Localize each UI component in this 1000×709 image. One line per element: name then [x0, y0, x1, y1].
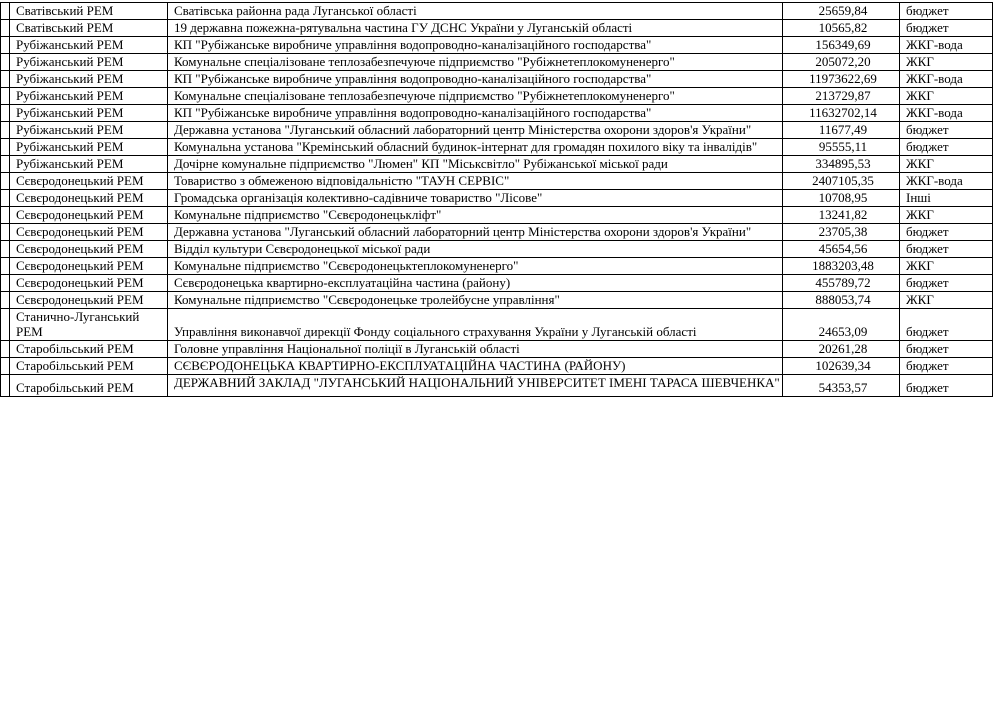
amount-cell: 455789,72	[783, 275, 900, 292]
amount-cell: 95555,11	[783, 139, 900, 156]
category-cell: бюджет	[900, 139, 993, 156]
amount-cell: 334895,53	[783, 156, 900, 173]
table-row	[1, 190, 993, 207]
edge-cell	[1, 105, 10, 122]
org-cell: Комунальне підприємство "Сєвєродонецьктеплокомуненерго"	[168, 258, 783, 275]
category-cell: ЖКГ	[900, 88, 993, 105]
org-cell: 19 державна пожежна-рятувальна частина ГУ ДСНС України у Луганській області	[168, 20, 783, 37]
amount-cell: 24653,09	[783, 309, 900, 341]
org-cell: Сєвєродонецька квартирно-експлуатаційна частина (району)	[168, 275, 783, 292]
org-cell: Управління виконавчої дирекції Фонду соціального страхування України у Луганській області	[168, 309, 783, 341]
category-cell: бюджет	[900, 358, 993, 375]
org-cell: СЄВЄРОДОНЕЦЬКА КВАРТИРНО-ЕКСПЛУАТАЦІЙНА ЧАСТИНА (РАЙОНУ)	[168, 358, 783, 375]
amount-cell: 888053,74	[783, 292, 900, 309]
org-cell: Державна установа "Луганський обласний лабораторний центр Міністерства охорони здоров'я України"	[168, 122, 783, 139]
org-cell: Головне управління Національної поліції в Луганській області	[168, 341, 783, 358]
org-cell: Відділ культури Сєвєродонецької міської ради	[168, 241, 783, 258]
rem-cell: Рубіжанський РЕМ	[10, 88, 168, 105]
org-cell: КП "Рубіжанське виробниче управління водопроводно-каналізаційного господарства"	[168, 71, 783, 88]
rem-cell: Сєвєродонецький РЕМ	[10, 173, 168, 190]
edge-cell	[1, 241, 10, 258]
edge-cell	[1, 88, 10, 105]
table-row	[1, 139, 993, 156]
table-row	[1, 105, 993, 122]
category-cell: бюджет	[900, 241, 993, 258]
org-cell: КП "Рубіжанське виробниче управління водопроводно-каналізаційного господарства"	[168, 37, 783, 54]
org-cell: Громадська організація колективно-садівниче товариство "Лісове"	[168, 190, 783, 207]
amount-cell: 11973622,69	[783, 71, 900, 88]
table-row	[1, 37, 993, 54]
edge-cell	[1, 292, 10, 309]
rem-cell: Рубіжанський РЕМ	[10, 105, 168, 122]
table-row	[1, 341, 993, 358]
category-cell: бюджет	[900, 341, 993, 358]
table-row	[1, 358, 993, 375]
category-cell: бюджет	[900, 375, 993, 397]
edge-cell	[1, 139, 10, 156]
table-row	[1, 173, 993, 190]
amount-cell: 102639,34	[783, 358, 900, 375]
org-cell: Сватівська районна рада Луганської області	[168, 3, 783, 20]
category-cell: ЖКГ	[900, 207, 993, 224]
amount-cell: 10708,95	[783, 190, 900, 207]
amount-cell: 13241,82	[783, 207, 900, 224]
rem-cell: Рубіжанський РЕМ	[10, 54, 168, 71]
edge-cell	[1, 156, 10, 173]
edge-cell	[1, 54, 10, 71]
rem-cell: Старобільський РЕМ	[10, 375, 168, 397]
amount-cell: 23705,38	[783, 224, 900, 241]
amount-cell: 205072,20	[783, 54, 900, 71]
category-cell: ЖКГ-вода	[900, 71, 993, 88]
table-row	[1, 224, 993, 241]
document-page	[0, 2, 1000, 709]
edge-cell	[1, 3, 10, 20]
table-row	[1, 375, 993, 397]
billing-table	[0, 2, 993, 397]
edge-cell	[1, 122, 10, 139]
amount-cell: 25659,84	[783, 3, 900, 20]
org-cell: Державна установа "Луганський обласний лабораторний центр Міністерства охорони здоров'я України"	[168, 224, 783, 241]
category-cell: ЖКГ	[900, 258, 993, 275]
edge-cell	[1, 341, 10, 358]
org-cell: Комунальне підприємство "Сєвєродонецькліфт"	[168, 207, 783, 224]
org-cell: Комунальне спеціалізоване теплозабезпечуюче підприємство "Рубіжнетеплокомуненерго"	[168, 88, 783, 105]
amount-cell: 156349,69	[783, 37, 900, 54]
category-cell: бюджет	[900, 275, 993, 292]
table-row	[1, 207, 993, 224]
amount-cell: 11632702,14	[783, 105, 900, 122]
rem-cell: Рубіжанський РЕМ	[10, 139, 168, 156]
category-cell: ЖКГ	[900, 156, 993, 173]
rem-cell: Сватівський РЕМ	[10, 20, 168, 37]
amount-cell: 1883203,48	[783, 258, 900, 275]
table-row	[1, 292, 993, 309]
category-cell: бюджет	[900, 3, 993, 20]
edge-cell	[1, 71, 10, 88]
category-cell: бюджет	[900, 224, 993, 241]
rem-cell: Сєвєродонецький РЕМ	[10, 190, 168, 207]
rem-cell: Старобільський РЕМ	[10, 341, 168, 358]
rem-cell: Сєвєродонецький РЕМ	[10, 241, 168, 258]
table-row	[1, 156, 993, 173]
rem-cell: Сєвєродонецький РЕМ	[10, 207, 168, 224]
table-row	[1, 54, 993, 71]
edge-cell	[1, 258, 10, 275]
rem-cell: Старобільський РЕМ	[10, 358, 168, 375]
rem-cell: Сватівський РЕМ	[10, 3, 168, 20]
rem-cell: Сєвєродонецький РЕМ	[10, 292, 168, 309]
amount-cell: 20261,28	[783, 341, 900, 358]
amount-cell: 45654,56	[783, 241, 900, 258]
edge-cell	[1, 207, 10, 224]
table-row	[1, 309, 993, 341]
rem-cell: Рубіжанський РЕМ	[10, 122, 168, 139]
edge-cell	[1, 37, 10, 54]
table-row	[1, 20, 993, 37]
org-cell: ДЕРЖАВНИЙ ЗАКЛАД "ЛУГАНСЬКИЙ НАЦІОНАЛЬНИЙ УНІВЕРСИТЕТ ІМЕНІ ТАРАСА ШЕВЧЕНКА"	[168, 375, 783, 397]
edge-cell	[1, 190, 10, 207]
org-cell: Комунальне спеціалізоване теплозабезпечуюче підприємство "Рубіжнетеплокомуненерго"	[168, 54, 783, 71]
table-row	[1, 88, 993, 105]
category-cell: ЖКГ	[900, 54, 993, 71]
category-cell: ЖКГ	[900, 292, 993, 309]
category-cell: бюджет	[900, 20, 993, 37]
table-row	[1, 275, 993, 292]
edge-cell	[1, 173, 10, 190]
rem-cell: Рубіжанський РЕМ	[10, 156, 168, 173]
amount-cell: 2407105,35	[783, 173, 900, 190]
edge-cell	[1, 20, 10, 37]
category-cell: бюджет	[900, 309, 993, 341]
org-cell: Дочірне комунальне підприємство "Люмен" КП "Міськсвітло" Рубіжанської міської ради	[168, 156, 783, 173]
rem-cell: Сєвєродонецький РЕМ	[10, 224, 168, 241]
amount-cell: 11677,49	[783, 122, 900, 139]
rem-cell: Сєвєродонецький РЕМ	[10, 275, 168, 292]
rem-cell: Рубіжанський РЕМ	[10, 37, 168, 54]
amount-cell: 54353,57	[783, 375, 900, 397]
table-body	[1, 3, 993, 397]
org-cell: Комунальне підприємство "Сєвєродонецьке тролейбусне управління"	[168, 292, 783, 309]
category-cell: ЖКГ-вода	[900, 37, 993, 54]
org-cell: Товариство з обмеженою відповідальністю "ТАУН СЕРВІС"	[168, 173, 783, 190]
rem-cell: Сєвєродонецький РЕМ	[10, 258, 168, 275]
table-row	[1, 241, 993, 258]
category-cell: бюджет	[900, 122, 993, 139]
org-cell: КП "Рубіжанське виробниче управління водопроводно-каналізаційного господарства"	[168, 105, 783, 122]
category-cell: ЖКГ-вода	[900, 173, 993, 190]
edge-cell	[1, 375, 10, 397]
table-row	[1, 122, 993, 139]
edge-cell	[1, 309, 10, 341]
amount-cell: 213729,87	[783, 88, 900, 105]
amount-cell: 10565,82	[783, 20, 900, 37]
table-row	[1, 71, 993, 88]
org-cell: Комунальна установа "Кремінський обласний будинок-інтернат для громадян похилого віку та інвалідів"	[168, 139, 783, 156]
category-cell: Інші	[900, 190, 993, 207]
rem-cell: Станично-Луганський РЕМ	[10, 309, 168, 341]
table-row	[1, 258, 993, 275]
rem-cell: Рубіжанський РЕМ	[10, 71, 168, 88]
edge-cell	[1, 224, 10, 241]
edge-cell	[1, 358, 10, 375]
edge-cell	[1, 275, 10, 292]
table-row	[1, 3, 993, 20]
category-cell: ЖКГ-вода	[900, 105, 993, 122]
